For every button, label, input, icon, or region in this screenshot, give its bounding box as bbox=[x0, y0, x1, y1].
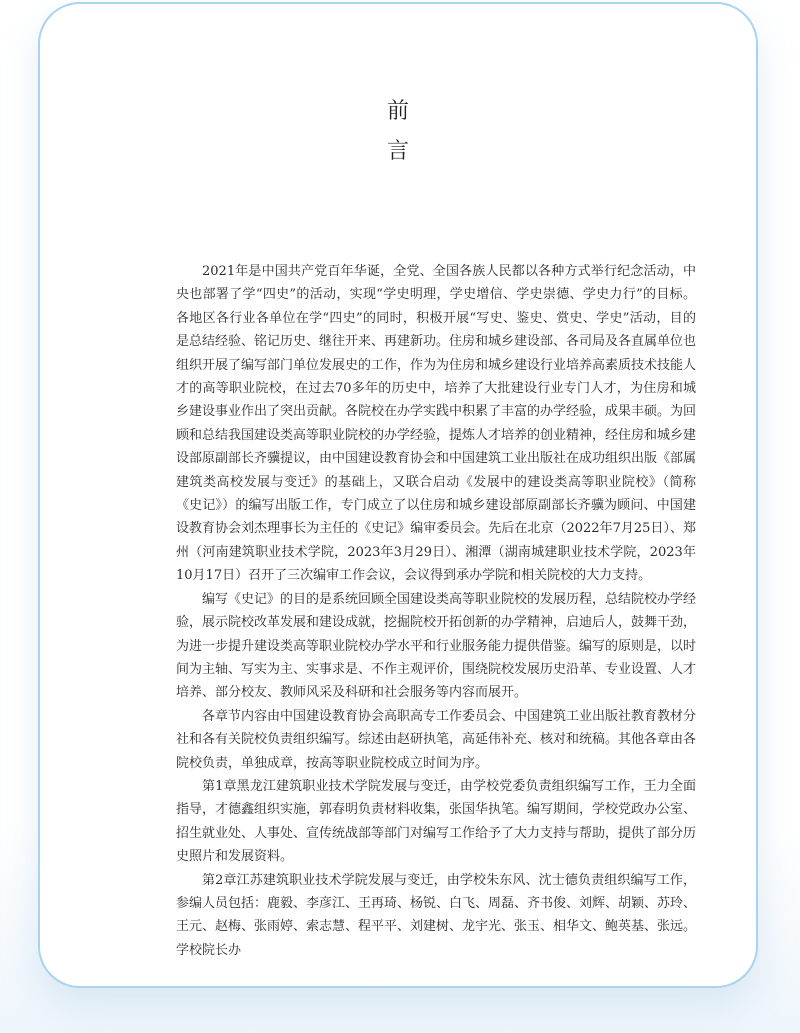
title-char-1: 前 bbox=[386, 99, 409, 124]
paragraph-3: 各章节内容由中国建设教育协会高职高专工作委员会、中国建筑工业出版社教育教材分社和各有关院校负责组织编写。综述由赵研执笔，高延伟补充、核对和统稿。其他各章由各院校负责，单独成章，按高等职业院校成立时间为序。 bbox=[176, 708, 697, 771]
body-text bbox=[176, 260, 696, 962]
page-title bbox=[40, 92, 756, 172]
paragraph-2: 编写《史记》的目的是系统回顾全国建设类高等职业院校的发展历程，总结院校办学经验，展示院校改革发展和建设成就，挖掘院校开拓创新的办学精神，启迪后人，鼓舞干劲，为进一步提升建设类高等职业院校办学水平和行业服务能力提供借鉴。编写的原则是，以时间为主轴、写实为主、实事求是、不作主观评价，围绕院校发展历史沿革、专业设置、人才培养、部分校友、教师风采及科研和社会服务等内容而展开。 bbox=[176, 591, 697, 701]
paragraph-4: 第1章黑龙江建筑职业技术学院发展与变迁，由学校党委负责组织编写工作，王力全面指导，才德鑫组织实施，郭春明负责材料收集，张国华执笔。编写期间，学校党政办公室、招生就业处、人事处、宣传统战部等部门对编写工作给予了大力支持与帮助，提供了部分历史照片和发展资料。 bbox=[176, 778, 697, 865]
title-char-2: 言 bbox=[386, 139, 409, 164]
paragraph-5: 第2章江苏建筑职业技术学院发展与变迁，由学校朱东风、沈士德负责组织编写工作，参编人员包括：鹿毅、李彦江、王再琦、杨锐、白飞、周磊、齐书俊、刘辉、胡颖、苏玲、王元、赵梅、张雨婷、索志慧、程平平、刘建树、龙宇光、张玉、相华文、鲍英基、张远。学校院长办 bbox=[176, 872, 697, 958]
paragraph-1: 2021年是中国共产党百年华诞，全党、全国各族人民都以各种方式举行纪念活动，中央也部署了学“四史”的活动，实现“学史明理，学史增信、学史崇德、学史力行”的目标。各地区各行业各单位在学“四史”的同时，积极开展“写史、鉴史、赏史、学史”活动，目的是总结经验、铭记历史、继往开来、再建新功。住房和城乡建设部、各司局及各直属单位也组织开展了编写部门单位发展史的工作，作为为住房和城乡建设行业培养高素质技术技能人才的高等职业院校，在过去70多年的历史中，培养了大批建设行业专门人才，为住房和城乡建设事业作出了突出贡献。各院校在办学实践中积累了丰富的办学经验，成果丰硕。为回顾和总结我国建设类高等职业院校的办学经验，提炼人才培养的创业精神，经住房和城乡建设部原副部长齐骥提议，由中国建设教育协会和中国建筑工业出版社在成功组织出版《部属建筑类高校发展与变迁》的基础上，又联合启动《发展中的建设类高等职业院校》（简称《史记》）的编写出版工作，专门成立了以住房和城乡建设部原副部长齐骥为顾问、中国建设教育协会刘杰理事长为主任的《史记》编审委员会。先后在北京（2022年7月25日）、郑州（河南建筑职业技术学院，2023年3月29日）、湘潭（湖南城建职业技术学院，2023年10月17日）召开了三次编审工作会议，会议得到承办学院和相关院校的大力支持。 bbox=[176, 264, 697, 584]
document-page bbox=[38, 2, 758, 988]
